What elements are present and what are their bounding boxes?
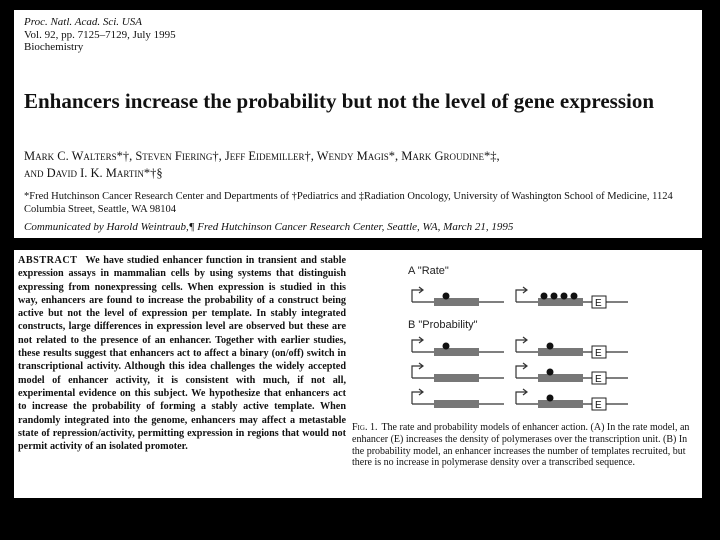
figure-1 xyxy=(404,258,630,433)
abstract-text: We have studied enhancer function in transient and stable expression assays in mammalian cells by using systems that distinguish expressing from nonexpressing cells. When expression is studied in this way, enhancers are found to increase the probability of a construct being active but not the level of expression per template. In stably integrated constructs, large differences in expression level are observed but these are not related to the presence of an enhancer. Together with earlier studies, these results suggest that enhancers act to affect a binary (on/off) switch in transcriptional activity. Although this idea challenges the widely accepted model of enhancer activity, it is consistent with much, if not all, experimental evidence on this subject. We hypothesize that enhancers act to increase the probability of forming a stably active template. When randomly integrated into the genome, enhancers may affect a metastable state of repression/activity, permitting expression in regions that would not permit activity of an isolated promoter. xyxy=(18,255,346,453)
journal-info xyxy=(24,16,176,54)
paper-body-panel xyxy=(14,250,702,498)
polymerase-icon xyxy=(547,343,554,350)
enhancer-letter: E xyxy=(595,374,602,385)
polymerase-icon xyxy=(443,293,450,300)
panel-b-label: B "Probability" xyxy=(408,319,478,331)
polymerase-icon xyxy=(561,293,568,300)
polymerase-icon xyxy=(547,395,554,402)
caption-text: The rate and probability models of enhancer action. (A) In the rate model, an enhancer (E) increases the density of polymerases over the transcription unit. (B) In the probability model, an enhancer increases the number of templates recruited, but there is no increase in polymerase density over a transcribed sequence. xyxy=(352,422,690,469)
polymerase-icon xyxy=(571,293,578,300)
authors-line-2: and David I. K. Martin*†§ xyxy=(24,166,163,180)
polymerase-icon xyxy=(443,343,450,350)
journal-section: Biochemistry xyxy=(24,41,84,53)
communicated-by: Communicated by Harold Weintraub,¶ Fred Hutchinson Cancer Research Center, Seattle, WA, March 21, 1995 xyxy=(24,221,514,233)
authors-line-1: Mark C. Walters*†, Steven Fiering†, Jeff Eidemiller†, Wendy Magis*, Mark Groudine*‡, xyxy=(24,149,500,163)
polymerase-icon xyxy=(541,293,548,300)
probability-row-1 xyxy=(412,337,628,359)
abstract xyxy=(18,254,346,453)
journal-volume: Vol. 92, pp. 7125–7129, July 1995 xyxy=(24,28,176,41)
probability-row-3 xyxy=(412,389,628,411)
gene-body xyxy=(434,298,479,306)
enhancer-letter: E xyxy=(595,348,602,359)
enhancer-letter: E xyxy=(595,298,602,309)
enhancer-model-diagram xyxy=(404,258,630,433)
panel-a-label: A "Rate" xyxy=(408,265,449,277)
journal-name: Proc. Natl. Acad. Sci. USA xyxy=(24,16,142,28)
caption-label: Fig. 1. xyxy=(352,422,378,433)
paper-header-panel xyxy=(14,10,702,238)
probability-row-2 xyxy=(412,363,628,385)
affiliation: *Fred Hutchinson Cancer Research Center and Departments of †Pediatrics and ‡Radiation Oncology, University of Washington School of Medicine, 1124 Columbia Street, Seattle, WA 98104 xyxy=(24,191,673,215)
polymerase-icon xyxy=(547,369,554,376)
abstract-heading: ABSTRACT xyxy=(18,255,78,266)
rate-row-with-enhancer xyxy=(516,287,628,309)
polymerase-icon xyxy=(551,293,558,300)
rate-row-no-enhancer xyxy=(412,287,504,306)
figure-caption xyxy=(352,422,694,469)
enhancer-letter: E xyxy=(595,400,602,411)
paper-title: Enhancers increase the probability but not the level of gene expression xyxy=(24,89,654,113)
author-list xyxy=(24,148,694,182)
